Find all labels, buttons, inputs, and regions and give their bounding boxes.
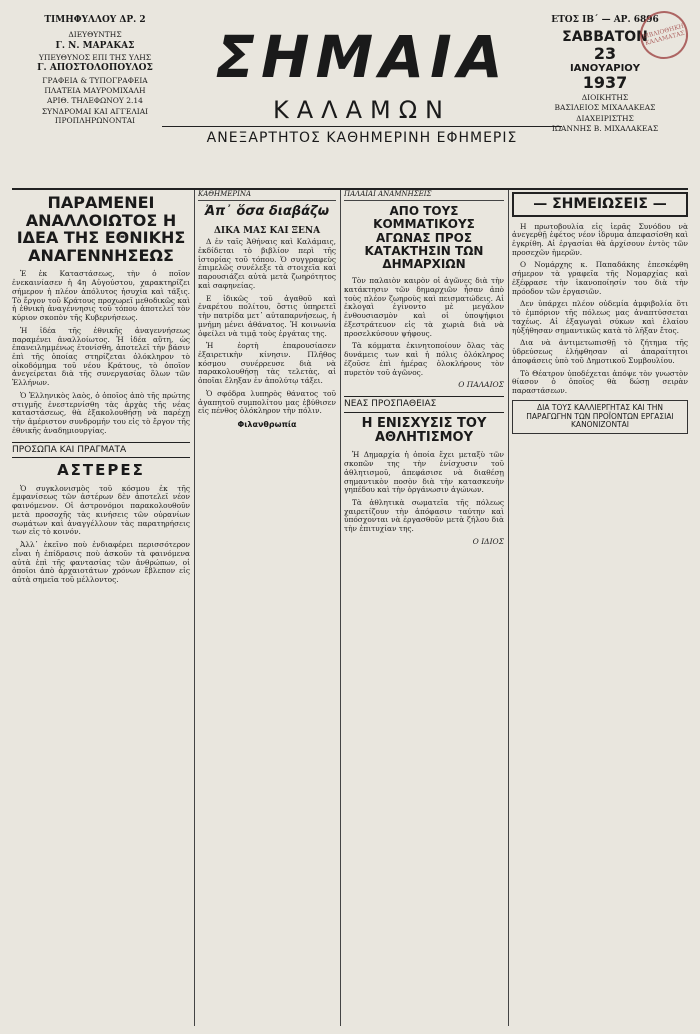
manager-name: ΙΩΑΝΝΗΣ Β. ΜΙΧΑΛΑΚΕΑΣ (551, 124, 659, 134)
article-paragraph: Η πρωτοβουλία εἰς ἱερᾶς Συνόδου νὰ ἀνεγερθῇ ἐφέτος νέον ἱδρυμα ἀπεφασίσθη καὶ ἐγκρίθη. Αἱ ἐργασίαι θὰ ἀρχίσουν ἐντὸς τῶν προσεχῶν ἡμερῶν. (512, 221, 688, 257)
year-issue: ΕΤΟΣ ΙΒ΄ — ΑΡ. 6896 (551, 15, 659, 25)
subsection-title: Φιλανθρωπία (237, 420, 297, 430)
divider (508, 190, 509, 1026)
section-headline: ΑΣΤΕΡΕΣ (57, 461, 145, 480)
manager-label: ΔΙΑΧΕΙΡΙΣΤΗΣ (576, 113, 634, 123)
masthead-right-info (530, 14, 686, 135)
phone: ΑΡΙΘ. ΤΗΛΕΦΩΝΟΥ 2.14 (47, 96, 143, 106)
article-paragraph: Δια νὰ ἀντιμετωπισθῇ τὸ ζήτημα τῆς ὑδρεύσεως ἐλήφθησαν αἱ ἀπαραίτητοι ἀποφάσεις ὑπὸ τοῦ Δημοτικοῦ Συμβουλίου. (512, 338, 688, 365)
article-paragraph: Τὰ ἀθλητικὰ σωματεῖα τῆς πόλεως χαιρετίζουν τὴν ἀπόφασιν ταύτην καὶ ὑπόσχονται νὰ ἐργασθοῦν μετὰ ζήλου διὰ τὴν ἐπιτυχίαν της. (344, 497, 504, 534)
director-label: ΔΙΕΥΘΥΝΤΗΣ (68, 30, 122, 40)
admin-label: ΔΙΟΙΚΗΤΗΣ (581, 93, 629, 103)
newspaper-subtitle: ΚΑΛΑΜΩΝ (273, 96, 451, 124)
masthead-left-info (20, 14, 170, 126)
section-headline: Η ΕΝΙΣΧΥΣΙΣ ΤΟΥ ΑΘΛΗΤΙΣΜΟΥ (361, 415, 487, 446)
byline: Ο ΠΑΛΑΙΟΣ (458, 380, 504, 390)
date-number: 23 (593, 43, 617, 63)
article-paragraph: Ἡ ἰδέα τῆς ἐθνικῆς ἀναγεννήσεως παραμένει ἀναλλοίωτος. Ἡ ἰδέα αὕτη, ὡς ἐπανειλημμένως ἐτονίσθη, ἀποτελεῖ τὴν βάσιν ἐπὶ τῆς ὁποίας στηρίζεται ὁλόκληρον τὸ οἰκοδόμημα τοῦ νέου Κράτους, τὸ ὁποῖον ἀνεγείρεται διὰ τῆς συνεργασίας ὅλων τῶν Ἑλλήνων. (12, 325, 190, 388)
masthead (12, 8, 688, 190)
column-headline: Ἀπ᾽ ὅσα διαβάζω (204, 204, 330, 220)
editor-label: ΥΠΕΥΘΥΝΟΣ ΕΠΙ ΤΗΣ ΥΛΗΣ (38, 52, 152, 62)
columns (12, 190, 688, 1026)
lead-headline: ΠΑΡΑΜΕΝΕΙ ΑΝΑΛΛΟΙΩΤΟΣ Η ΙΔΕΑ ΤΗΣ ΕΘΝΙΚΗΣ ΑΝΑΓΕΝΝΗΣΕΩΣ (16, 193, 186, 265)
director-name: Γ. Ν. ΜΑΡΑΚΑΣ (55, 40, 135, 51)
column-2 (198, 190, 336, 1026)
article-paragraph: Τὸ Θέατρον ὑποδέχεται ἀπόψε τὸν γνωστὸν θίασον ὁ ὁποῖος θὰ δώσῃ σειρὰν παραστάσεων. (512, 368, 688, 395)
newspaper-title: ΣΗΜΑΙΑ (215, 23, 509, 91)
article-paragraph: Τὸν παλαιὸν καιρὸν οἱ ἀγῶνες διὰ τὴν κατάκτησιν τῶν δημαρχιῶν ἦσαν ἀπὸ τοὺς πλέον ζωηροὺς καὶ πεισματώδεις. Αἱ ἐκλογαὶ ἐγίνοντο μὲ μεγάλον ἐνθουσιασμὸν καὶ οἱ ὑποψήφιοι ἐξεστράτευον εἰς τὰ χωριὰ διὰ νὰ προσελκύσουν ψήφους. (344, 276, 504, 338)
article-paragraph: Ὁ σφόδρα λυπηρὸς θάνατος τοῦ ἀγαπητοῦ συμπολίτου μας ἐβύθισεν εἰς πένθος ὁλόκληρον τὴν πόλιν. (198, 388, 336, 416)
column-4 (512, 190, 688, 1026)
column-headline: ΑΠΟ ΤΟΥΣ ΚΟΜΜΑΤΙΚΟΥΣ ΑΓΩΝΑΣ ΠΡΟΣ ΚΑΤΑΚΤΗΣΙΝ ΤΩΝ ΔΗΜΑΡΧΙΩΝ (364, 204, 484, 271)
article-paragraph: Ο Νομάρχης κ. Παπαδάκης ἐπεσκέφθη σήμερον τὰ γραφεῖα τῆς Νομαρχίας καὶ ἐξέφρασε τὴν ἱκανοποίησίν του διὰ τὴν πρόοδον τῶν ἐργασιῶν. (512, 260, 688, 296)
column-3 (344, 190, 504, 1026)
advertisement: ΔΙΑ ΤΟΥΣ ΚΑΛΛΙΕΡΓΗΤΑΣ ΚΑΙ ΤΗΝ ΠΑΡΑΓΩΓΗΝ ΤΩΝ ΠΡΟΪΟΝΤΩΝ ΕΡΓΑΣΙΑΙ ΚΑΝΟΝΙΖΟΝΤΑΙ (512, 400, 688, 435)
section-label: ΝΕΑΣ ΠΡΟΣΠΑΘΕΙΑΣ (344, 396, 504, 413)
divider (340, 190, 341, 1026)
section-label: ΠΡΟΣΩΠΑ ΚΑΙ ΠΡΑΓΜΑΤΑ (12, 442, 190, 459)
editor-name: Γ. ΑΠΟΣΤΟΛΟΠΟΥΛΟΣ (37, 63, 153, 74)
column-1 (12, 190, 190, 1026)
article-paragraph: Ὁ Ἑλληνικὸς λαὸς, ὁ ὁποῖος ἀπὸ τῆς πρώτης στιγμῆς ἐνεστερνίσθη τὰς ἀρχὰς τῆς νέας καταστάσεως, θὰ ἐξακολουθήσῃ νὰ παρέχῃ τὴν ἀμέριστον συνδρομήν του εἰς τὸ ἔργον τῆς ἐθνικῆς ἀναδημιουργίας. (12, 390, 190, 435)
address: ΠΛΑΤΕΙΑ ΜΑΥΡΟΜΙΧΑΛΗ (44, 85, 146, 95)
divider (194, 190, 195, 1026)
library-stamp: ΒΙΒΛΙΟΘΗΚΗ ΚΑΛΑΜΑΤΑΣ (635, 6, 694, 65)
article-paragraph: Ἡ Δημαρχία ἡ ὁποία ἔχει μεταξὺ τῶν σκοπῶν της τὴν ἐνίσχυσιν τοῦ ἀθλητισμοῦ, ἀπεφάσισε νὰ διαθέσῃ σημαντικὸν ποσὸν διὰ τὴν κατασκευὴν γηπέδου καὶ τὴν ὀργάνωσιν ἀγώνων. (344, 450, 504, 495)
article-paragraph: Ἀλλ᾽ ἐκεῖνο ποὺ ἐνδιαφέρει περισσότερον εἶναι ἡ ἐπίδρασις ποὺ ἀσκοῦν τὰ φαινόμενα αὐτὰ ἐπὶ τῆς φαντασίας τῶν ἀνθρώπων, οἱ ὁποῖοι ἀπὸ ἀρχαιοτάτων χρόνων ἔβλεπον εἰς αὐτὰ σημεῖα τοῦ μέλλοντος. (12, 540, 190, 585)
column-subheading: ΔΙΚΑ ΜΑΣ ΚΑΙ ΞΕΝΑ (213, 225, 321, 236)
article-paragraph: Ε ἰδικῶς τοῦ ἀγαθοῦ καὶ ἐναρέτου πολίτου, ὅστις ὑπηρετεῖ τὴν πατρίδα μετ᾽ αὐταπαρνήσεως, ἡ μνήμη μένει ἀθάνατος. Ἡ κοινωνία ὀφείλει νὰ τιμᾷ τοὺς ἐργάτας της. (198, 293, 336, 338)
admin-name: ΒΑΣΙΛΕΙΟΣ ΜΙΧΑΛΑΚΕΑΣ (554, 103, 656, 113)
article-paragraph: Δεν ὑπάρχει πλέον οὐδεμία ἀμφιβολία ὅτι τὸ ἐμπόριον τῆς πόλεως μας ἀναπτύσσεται ταχέως. Αἱ ἐξαγωγαὶ σύκων καὶ ἐλαίου ηὐξήθησαν σημαντικῶς κατὰ τὸ λῆξαν ἔτος. (512, 299, 688, 335)
office-label: ΓΡΑΦΕΙΑ & ΤΥΠΟΓΡΑΦΕΙΑ (42, 75, 148, 85)
column-kicker: ΚΑΘΗΜΕΡΙΝΑ (198, 190, 336, 201)
notes-box-title: — ΣΗΜΕΙΩΣΕΙΣ — (512, 192, 688, 217)
month: ΙΑΝΟΥΑΡΙΟΥ (569, 62, 641, 74)
article-paragraph: Δ ἐν ταῖς Ἀθήναις καὶ Καλάμαις, ἐκδίδεται τὸ βιβλίον περὶ τῆς ἱστορίας τοῦ τόπου. Ὁ συγγραφεὺς ἐπιμελῶς συνέλεξε τὰ στοιχεῖα καὶ παρουσιάζει αὐτὰ μετὰ ζωηρότητος καὶ σαφηνείας. (198, 237, 336, 290)
column-kicker: ΠΑΛΑΙΑΙ ΑΝΑΜΝΗΣΕΙΣ (344, 190, 504, 201)
article-paragraph: Ἡ ἑορτὴ ἐπαρουσίασεν ἐξαιρετικὴν κίνησιν. Πλῆθος κόσμου συνέρρευσε διὰ νὰ παρακολουθήσῃ τὰς τελετὰς, αἱ ὁποῖαι ἔληξαν ἐν ἀπολύτῳ τάξει. (198, 341, 336, 386)
year: 1937 (582, 73, 628, 93)
article-paragraph: Ἐ ἐκ Καταστάσεως, τὴν ὁ ποῖον ἐνεκαινίασεν ἡ 4η Αὐγούστου, χαρακτηρίζει σήμερον ἡ πλέον ἀπόλυτος ἡσυχία καὶ τάξις. Τὸ ἔργον τοῦ Κράτους προχωρεῖ μεθοδικῶς καὶ ἡ ἐθνικὴ ἀναγέννησις τοῦ τόπου ἀποτελεῖ τὸν κύριον σκοπὸν τῆς Κυβερνήσεως. (12, 269, 190, 323)
subscription-note: ΣΥΝΔΡΟΜΑΙ ΚΑΙ ΑΓΓΕΛΙΑΙ ΠΡΟΠΛΗΡΩΝΟΝΤΑΙ (41, 106, 149, 125)
newspaper-tagline: ΑΝΕΞΑΡΤΗΤΟΣ ΚΑΘΗΜΕΡΙΝΗ ΕΦΗΜΕΡΙΣ (162, 126, 562, 146)
day: ΣΑΒΒΑΤΟΝ (562, 29, 648, 46)
article-paragraph: Τὰ κόμματα ἐκινητοποίουν ὅλας τὰς δυνάμεις των καὶ ἡ πόλις ὁλόκληρος ἐζοῦσε ἐπὶ ἡμέρας ὁλοκλήρους τὸν πυρετὸν τοῦ ἀγῶνος. (344, 341, 504, 377)
article-paragraph: Ὁ συγκλονισμὸς τοῦ κόσμου ἐκ τῆς ἐμφανίσεως τῶν ἀστέρων δὲν ἀποτελεῖ νέον φαινόμενον. Οἱ ἀστρονόμοι παρακολουθοῦν μετὰ προσοχῆς τὰς κινήσεις τῶν οὐρανίων σωμάτων καὶ ἀναγγέλλουν τὰς παρατηρήσεις των εἰς τὸ κοινόν. (12, 483, 190, 537)
price: ΤΙΜΗΦΥΛΛΟΥ ΔΡ. 2 (44, 15, 146, 25)
byline: Ο ΙΔΙΟΣ (472, 536, 504, 546)
